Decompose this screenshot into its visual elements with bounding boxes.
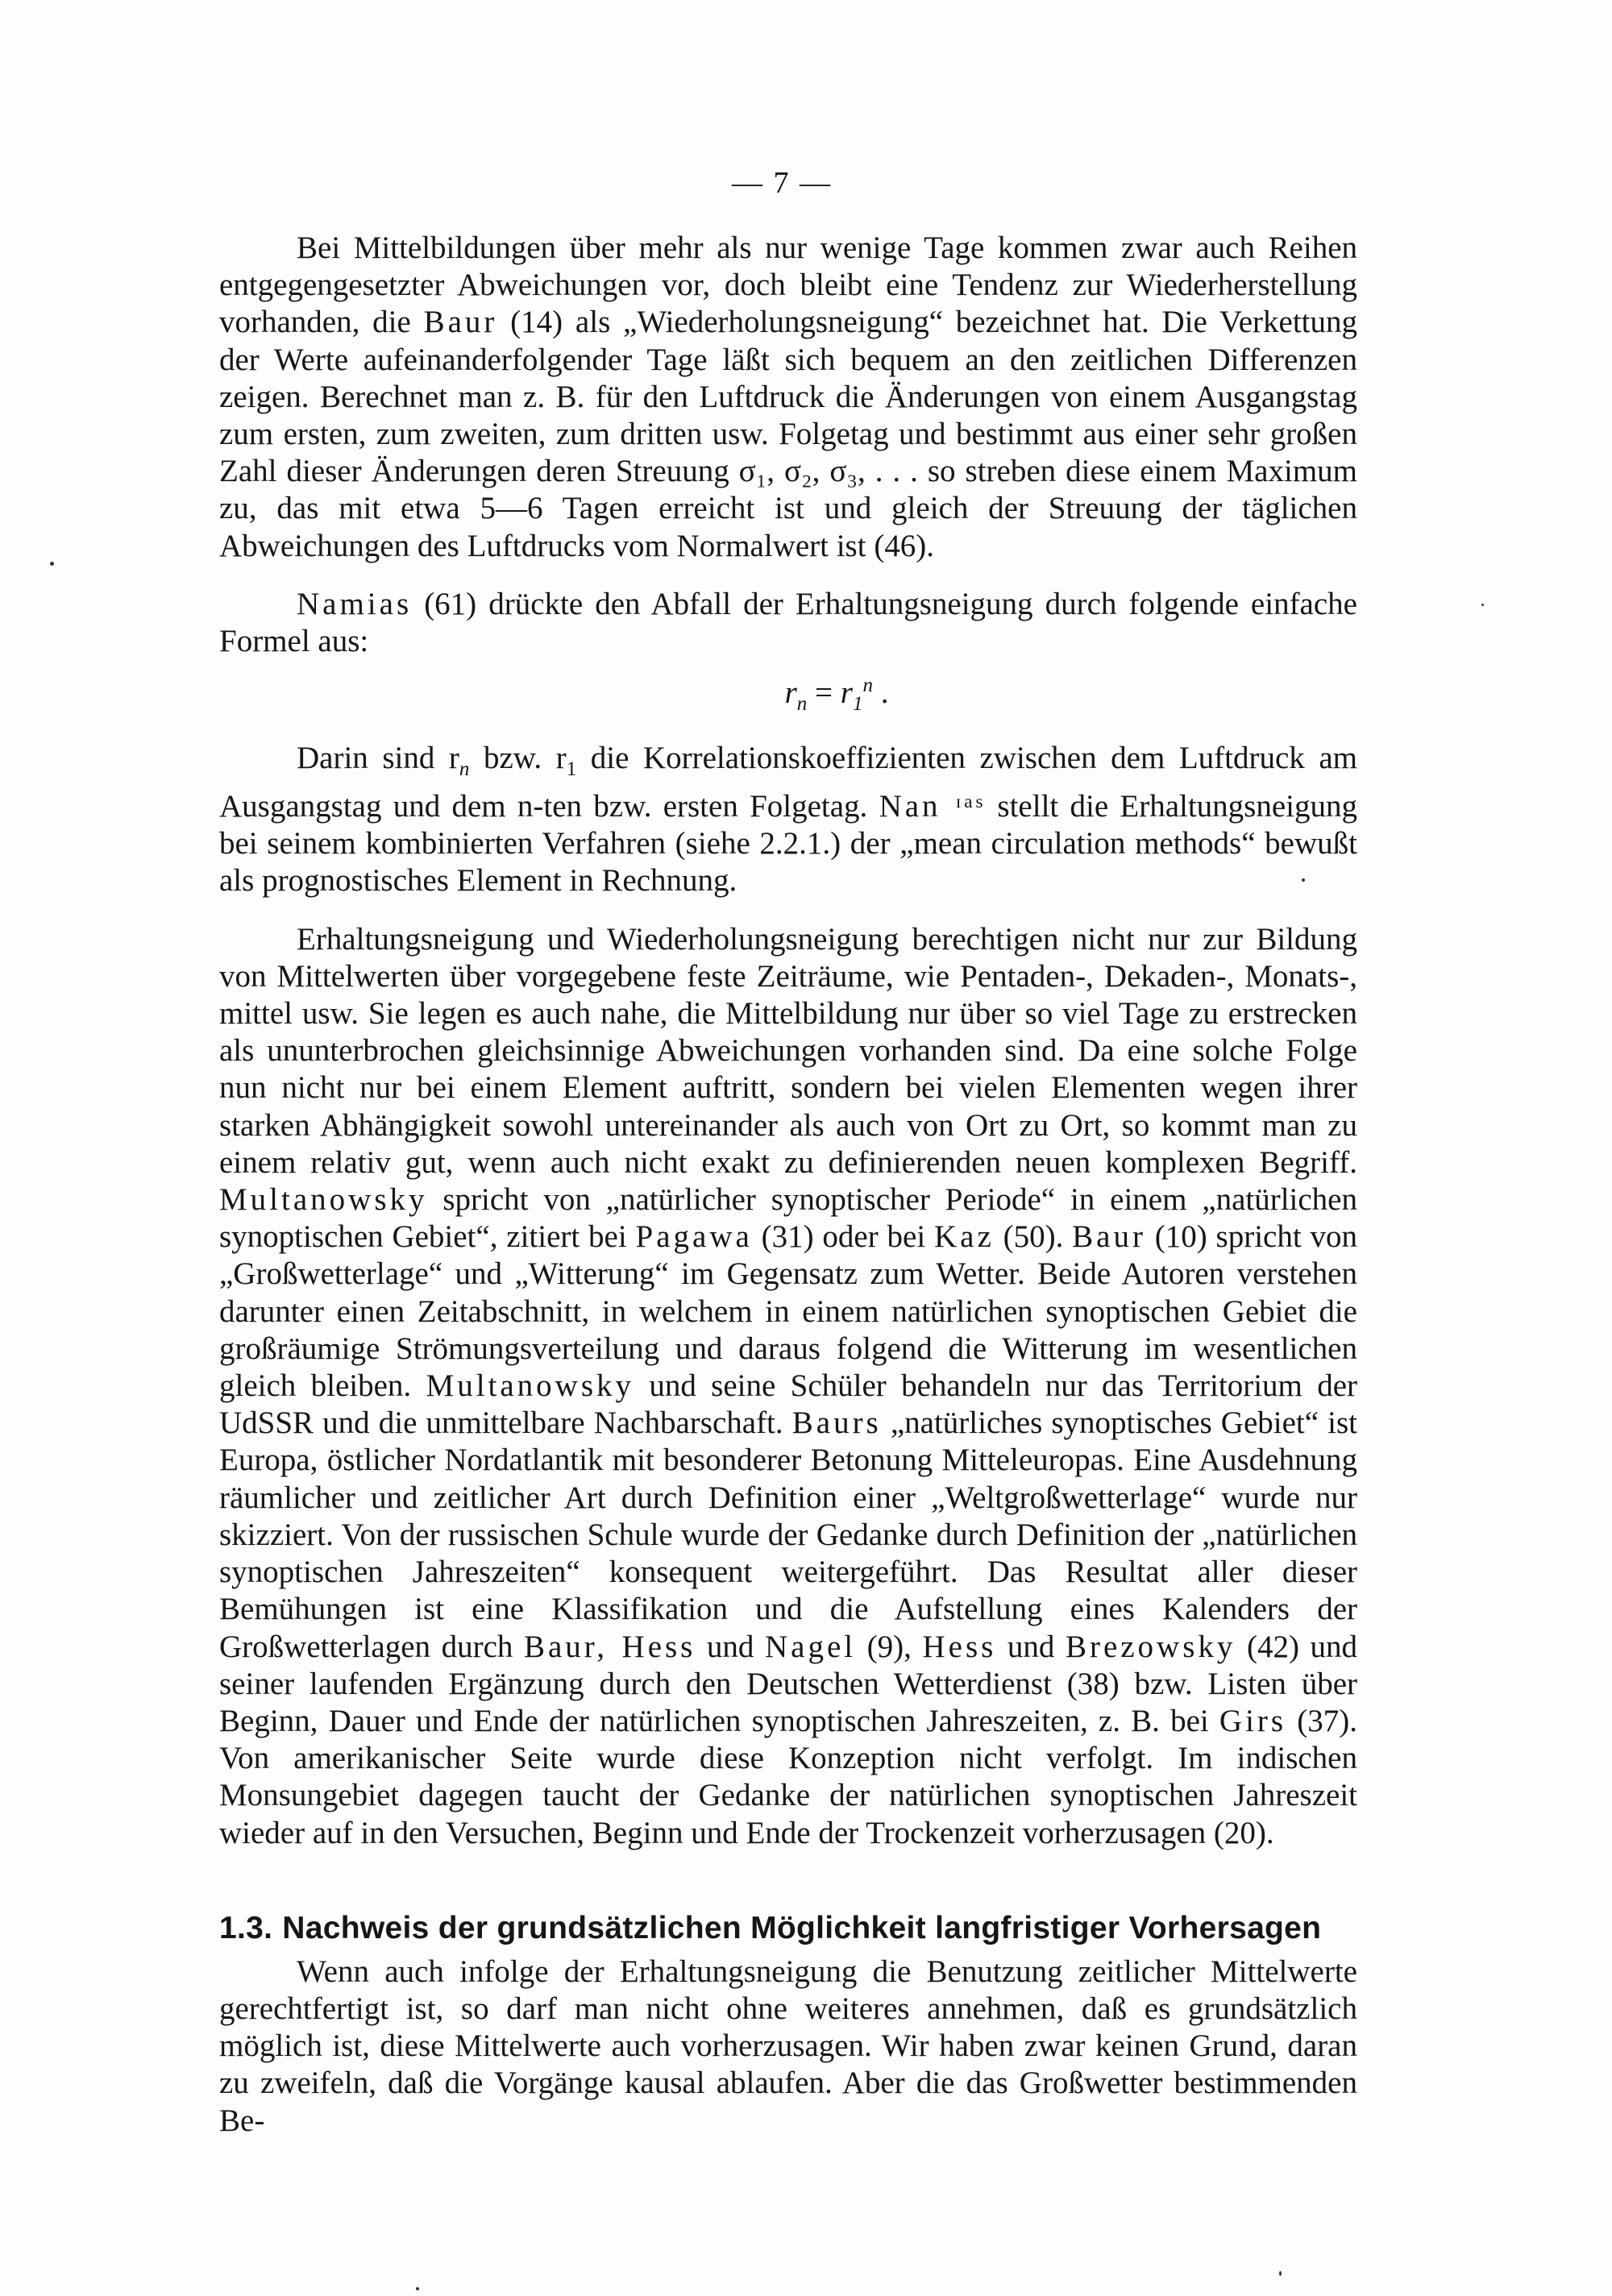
text-run: Wenn auch infolge der Erhaltungsneigung die Benutzung zeitlicher Mittelwerte gerechtfertigt ist, so darf man nicht ohne weiteres annehmen, daß es grundsätzlich möglich ist, diese Mittelwerte auch vorherzusagen. Wir haben zwar keinen Grund, daran zu zweifeln, daß die Vorgänge kausal ablaufen. Aber die das Großwetter bestimmenden Be-: [219, 1953, 1357, 2138]
author-name: Baurs: [791, 1405, 882, 1441]
subscript: n: [459, 758, 470, 780]
author-name: Brezowsky: [1065, 1629, 1236, 1664]
section-title: Nachweis der grundsätzlichen Möglichkeit langfristiger Vorhersagen: [282, 1910, 1322, 1945]
author-name: Nagel: [764, 1629, 857, 1664]
text-run: (61) drückte den Abfall der Erhaltungsneigung durch folgende einfache Formel aus:: [219, 586, 1357, 659]
formula-subscript: n: [796, 693, 808, 716]
text-run: Erhaltungsneigung und Wiederholungsneigung berechtigen nicht nur zur Bildung von Mittelwerten über vorgegebene feste Zeiträume, wie Pentaden-, Dekaden-, Monats-, mittel usw. Sie legen es auch nahe, die Mittelbildung nur über so viel Tage zu erstrecken als ununterbrochen gleichsinnige Abweichungen vorhanden sind. Da eine solche Folge nun nicht nur bei einem Element auftritt, sondern bei vielen Elementen wegen ihrer starken Abhängigkeit sowohl untereinander als auch von Ort zu Ort, so kommt man zu einem relativ gut, wenn auch nicht exakt zu definierenden neuen komplexen Begriff.: [219, 921, 1357, 1180]
author-name: Kaz: [933, 1219, 995, 1255]
text-run: (37). Von amerikanischer Seite wurde diese Konzeption nicht verfolgt. Im indischen Monsungebiet dagegen taucht der Gedanke der natürlichen synoptischen Jahreszeit wieder auf in den Versuchen, Beginn und Ende der Trockenzeit vorherzusagen (20).: [219, 1703, 1357, 1850]
formula: [219, 662, 1357, 729]
text-run: und: [696, 1629, 765, 1664]
text-run: und: [996, 1629, 1066, 1664]
formula-superscript: n: [862, 675, 873, 697]
text-run: Bei Mittelbildungen über mehr als nur wenige Tage kommen zwar auch Reihen entgegengesetzter Abweichungen vor, doch bleibt eine Tendenz zur Wiederherstellung vorhanden, die: [219, 230, 1357, 340]
text-run: (10) spricht von „Großwetterlage“ und „Witterung“ im Gegensatz zum Wetter. Beide Autoren verstehen darunter einen Zeitabschnitt, in welchem in einem natürlichen synoptischen Gebiet die großräumige Strömungsverteilung und daraus folgend die Witterung im wesentlichen gleich bleiben.: [219, 1219, 1358, 1404]
text-run: stellt die Erhaltungsneigung bei seinem kombinierten Verfahren (siehe 2.2.1.) der „mean circulation methods“ bewußt als prognostisches Element in Rechnung.: [219, 789, 1357, 899]
text-run: (9),: [856, 1629, 923, 1664]
author-name: Nan ᶦᵃˢ: [879, 789, 987, 824]
paragraph-1: [219, 230, 1357, 565]
section-heading: [219, 1910, 1357, 1947]
section-number: 1.3.: [219, 1910, 273, 1945]
scan-speck: [50, 562, 54, 566]
author-name: Hess: [922, 1629, 997, 1664]
paragraph-2: [219, 586, 1357, 660]
author-name: Multanowsky: [426, 1368, 635, 1404]
scan-speck: [1279, 2271, 1282, 2276]
author-name: Multanowsky: [219, 1182, 428, 1218]
author-name: Baur, Hess: [523, 1629, 696, 1664]
formula-subscript: 1: [852, 693, 863, 716]
page-number: — 7 —: [732, 166, 832, 200]
author-name: Pagawa: [635, 1219, 753, 1255]
scan-speck: [1481, 604, 1484, 606]
author-name: Namias: [297, 586, 413, 621]
formula-end: .: [872, 675, 889, 711]
text-run: und seine Schüler behandeln nur das Territorium der UdSSR und die unmittelbare Nachbarschaft.: [219, 1368, 1358, 1441]
text-run: die Korrelationskoeffizienten zwischen dem Luftdruck am Ausgangstag und dem n-ten bzw. ersten Folgetag.: [219, 741, 1357, 824]
formula-term: r: [784, 675, 797, 711]
author-name: Baur: [1072, 1219, 1146, 1255]
text-run: spricht von „natürlicher synoptischer Periode“ in einem „natürlichen synoptischen Gebiet“, zitiert bei: [219, 1182, 1357, 1255]
formula-operator: =: [807, 675, 841, 711]
subscript: 1: [566, 758, 577, 780]
text-run: (14) als „Wiederholungsneigung“ bezeichnet hat. Die Verkettung der Werte aufeinanderfolgender Tage läßt sich bequem an den zeitlichen Differenzen zeigen. Berechnet man z. B. für den Luftdruck die Änderungen von einem Ausgangstag zum ersten, zum zweiten, zum dritten usw. Folgetag und bestimmt aus einer sehr großen Zahl dieser Änderungen deren Streuung σ₁, σ₂, σ₃, . . . so streben diese einem Maximum zu, das mit etwa 5—6 Tagen erreicht ist und gleich der Streuung der täglichen Abweichungen des Luftdrucks vom Normalwert ist (46).: [219, 305, 1357, 563]
text-run: (50).: [994, 1219, 1073, 1255]
paragraph-5: [219, 1953, 1357, 2140]
author-name: Girs: [1219, 1703, 1287, 1738]
text-run: (42) und seiner laufenden Ergänzung durch den Deutschen Wetterdienst (38) bzw. Listen über Beginn, Dauer und Ende der natürlichen synoptischen Jahreszeiten, z. B. bei: [219, 1629, 1358, 1738]
paragraph-3: [219, 740, 1357, 900]
text-run: „natürliches synoptisches Gebiet“ ist Europa, östlicher Nordatlantik mit besonderer Betonung Mitteleuropas. Eine Ausdehnung räumlicher und zeitlicher Art durch Definition einer „Weltgroßwetterlage“ wurde nur skizziert. Von der russischen Schule wurde der Gedanke durch Definition der „natürlichen synoptischen Jahreszeiten“ konsequent weitergeführt. Das Resultat aller dieser Bemühungen ist eine Klassifikation und die Aufstellung eines Kalenders der Großwetterlagen durch: [219, 1405, 1357, 1664]
text-run: bzw. r: [469, 741, 567, 776]
formula-term: r: [840, 675, 853, 711]
text-body: [219, 230, 1357, 2140]
text-run: (31) oder bei: [752, 1219, 934, 1255]
scan-speck: [416, 2287, 419, 2290]
scan-speck: [1302, 878, 1305, 882]
paragraph-4: [219, 921, 1357, 1852]
author-name: Baur: [423, 305, 498, 340]
text-run: Darin sind r: [297, 741, 459, 776]
